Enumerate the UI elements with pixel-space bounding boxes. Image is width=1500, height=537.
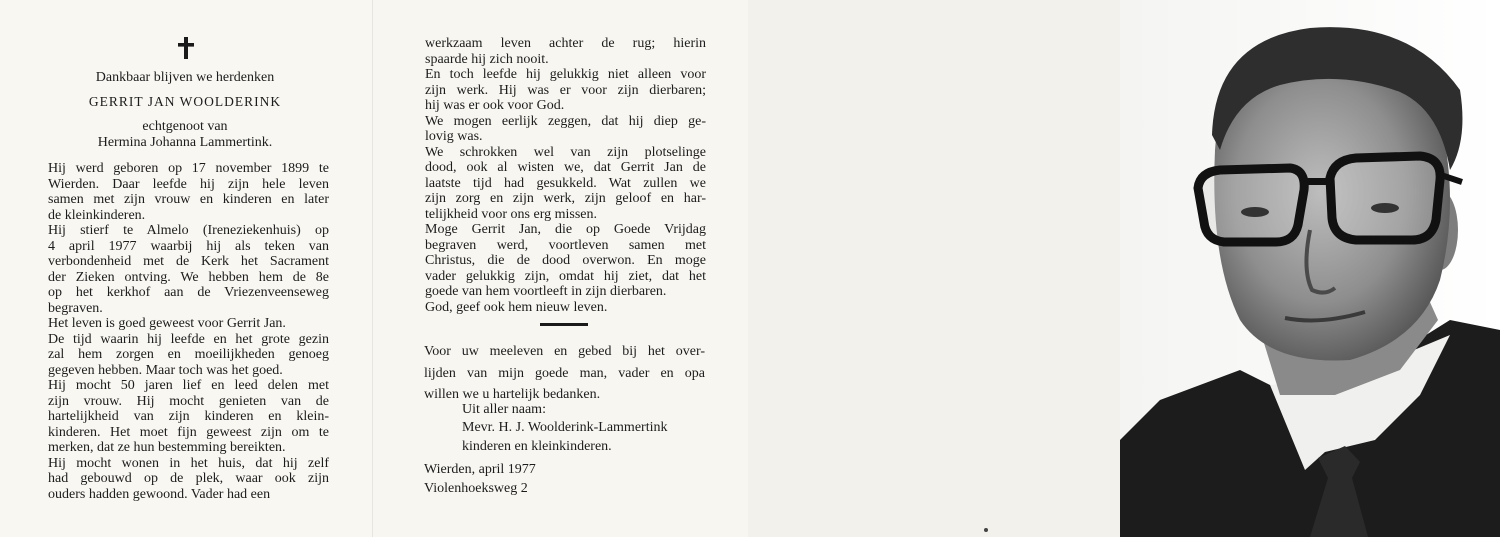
text-line: zijn zorg en zijn werk, zijn geloof en har- <box>425 191 706 206</box>
biography-text <box>48 161 329 502</box>
text-line: 4 april 1977 waarbij hij als teken van <box>48 238 329 254</box>
spouse-label: echtgenoot van <box>142 119 228 134</box>
text-line: God, geef ook hem nieuw leven. <box>425 299 608 315</box>
text-line: willen we u hartelijk bedanken. <box>424 387 601 402</box>
text-line: verbondenheid met de Kerk het Sacrament <box>48 254 329 269</box>
text-line: lovig was. <box>425 129 483 144</box>
text-line: der Zieken ontving. We hebben hem de 8e <box>48 269 329 285</box>
text-line: spaarde hij zich nooit. <box>425 51 549 67</box>
text-line: hij was er ook voor God. <box>425 98 565 113</box>
text-line: dood, ook al wisten we, dat Gerrit Jan de <box>425 160 706 175</box>
divider-rule <box>540 323 588 326</box>
text-line: had gebouwd op de plek, waar ook zijn <box>48 471 329 486</box>
text-line: merken, dat ze hun bestemming bereikten. <box>48 440 286 455</box>
text-line: de kleinkinderen. <box>48 207 146 223</box>
text-line: kinderen. Het moet fijn geweest zijn om te <box>48 424 329 440</box>
text-line: telijkheid voor ons erg missen. <box>425 206 597 222</box>
deceased-name: GERRIT JAN WOOLDERINK <box>88 94 282 109</box>
text-line: lijden van mijn goede man, vader en opa <box>424 365 705 381</box>
text-line: ouders hadden gewoond. Vader had een <box>48 486 271 502</box>
text-line: vader gelukkig zijn, omdat hij ziet, dat het <box>425 268 706 284</box>
text-line: Wierden. Daar leefde hij zijn hele leven <box>48 176 329 192</box>
text-line: En toch leefde hij gelukkig niet alleen voor <box>425 67 706 82</box>
text-line: Het leven is goed geweest voor Gerrit Jan. <box>48 316 286 331</box>
text-line: zijn vrouw. Hij mocht genieten van de <box>48 393 329 409</box>
spouse-name: Hermina Johanna Lammertink. <box>97 135 273 150</box>
text-line: begraven werd, voortleven samen met <box>425 237 706 253</box>
text-line: zijn werk. Hij was er voor zijn dierbaren; <box>425 82 706 98</box>
card-middle-page <box>372 0 748 537</box>
text-line: Hij stierf te Almelo (Ireneziekenhuis) op <box>48 223 329 238</box>
text-line: We schrokken wel van zijn plotselinge <box>425 144 706 160</box>
intro-text: Dankbaar blijven we herdenken <box>95 70 275 85</box>
text-line: Hij mocht wonen in het huis, dat hij zelf <box>48 455 329 471</box>
card-left-page <box>0 0 372 537</box>
sign-label: Uit aller naam: <box>462 402 546 417</box>
portrait-photo <box>1120 0 1500 537</box>
address: Violenhoeksweg 2 <box>424 481 528 496</box>
text-line: Voor uw meeleven en gebed bij het over- <box>424 344 705 359</box>
text-line: Christus, die de dood overwon. En moge <box>425 253 706 268</box>
text-line: goede van hem voortleeft in zijn dierbaren. <box>425 284 667 299</box>
card-blank-page <box>748 0 1120 537</box>
text-line: samen met zijn vrouw en kinderen en later <box>48 192 329 207</box>
text-line: Hij mocht 50 jaren lief en leed delen met <box>48 378 329 393</box>
speck <box>984 528 988 532</box>
text-line: laatste tijd had gesukkeld. Wat zullen we <box>425 175 706 191</box>
place-date: Wierden, april 1977 <box>424 462 536 477</box>
text-line: De tijd waarin hij leefde en het grote gezin <box>48 331 329 347</box>
text-line: hartelijkheid van zijn kinderen en klein- <box>48 409 329 424</box>
text-line: We mogen eerlijk zeggen, dat hij diep ge- <box>425 113 706 129</box>
text-line: Hij werd geboren op 17 november 1899 te <box>48 161 329 176</box>
text-line: werkzaam leven achter de rug; hierin <box>425 36 706 51</box>
text-line: op het kerkhof aan de Vriezenveenseweg <box>48 285 329 300</box>
sign-family: kinderen en kleinkinderen. <box>462 439 612 454</box>
text-line: gegeven hebben. Maar toch was het goed. <box>48 362 283 378</box>
sign-name: Mevr. H. J. Woolderink-Lammertink <box>462 420 668 435</box>
text-line: Moge Gerrit Jan, die op Goede Vrijdag <box>425 222 706 237</box>
remembrance-text <box>425 36 706 315</box>
cross-icon <box>176 36 196 60</box>
text-line: begraven. <box>48 300 103 316</box>
thanks-text <box>424 341 705 406</box>
text-line: zal hem zorgen en moeilijkheden genoeg <box>48 347 329 362</box>
